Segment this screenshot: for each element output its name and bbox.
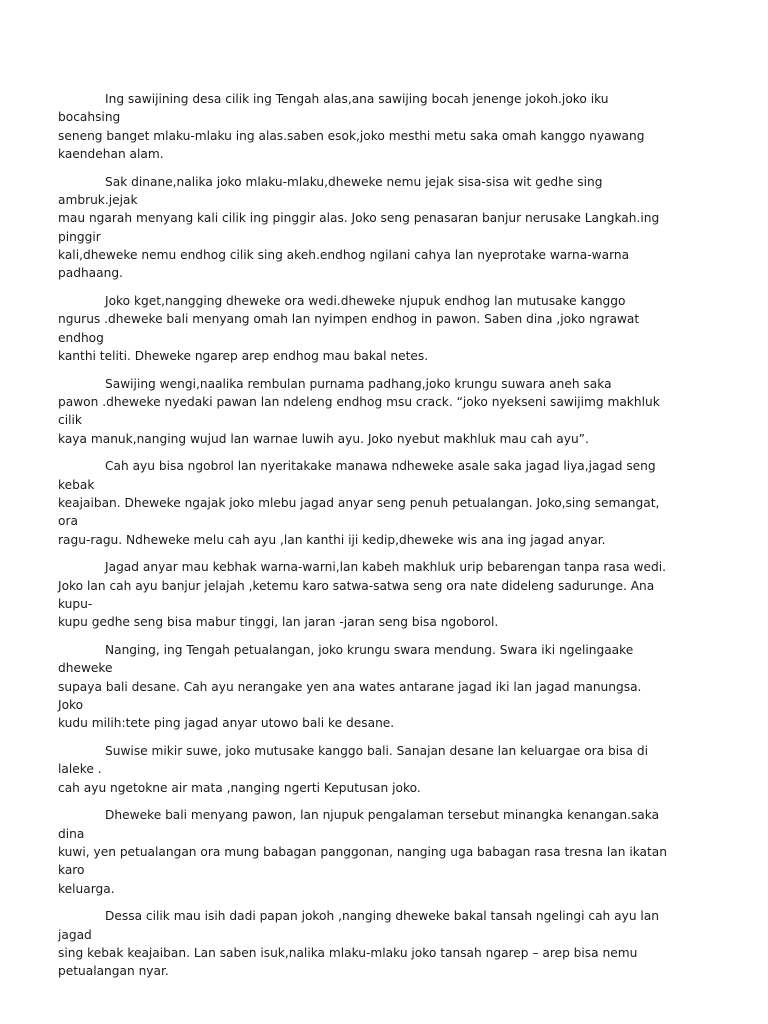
paragraph-5: Cah ayu bisa ngobrol lan nyeritakake manawa ndheweke asale saka jagad liya,jagad seng kebak keajaiban. Dheweke ngajak joko mlebu jagad anyar seng penuh petualangan. Joko,sing semangat, ora ragu-ragu. Ndheweke melu cah ayu ,lan kanthi iji kedip,dheweke wis ana ing jagad anyar. (58, 459, 660, 547)
paragraph-7: Nanging, ing Tengah petualangan, joko krungu swara mendung. Swara iki ngelingaake dheweke supaya bali desane. Cah ayu nerangake yen ana wates antarane jagad iki lan jagad manungsa. Joko kudu milih:tete ping jagad anyar utowo bali ke desane. (58, 643, 642, 731)
paragraph-10: Dessa cilik mau isih dadi papan jokoh ,nanging dheweke bakal tansah ngelingi cah ayu lan jagad sing kebak keajaiban. Lan saben isuk,nalika mlaku-mlaku joko tansah ngarep – arep bisa nemu petualangan nyar. (58, 909, 660, 979)
paragraph-4: Sawijing wengi,naalika rembulan purnama padhang,joko krungu suwara aneh saka pawon .dheweke nyedaki pawan lan ndeleng endhog msu crack. “joko nyekseni sawijimg makhluk cilik kaya manuk,nanging wujud lan warnae luwih ayu. Joko nyebut makhluk mau cah ayu”. (58, 376, 660, 446)
paragraph-9: Dheweke bali menyang pawon, lan njupuk pengalaman tersebut minangka kenangan.saka dina kuwi, yen petualangan ora mung babagan panggonan, nanging uga babagan rasa tresna lan ikatan karo keluarga. (58, 808, 667, 896)
paragraph-8: Suwise mikir suwe, joko mutusake kanggo bali. Sanajan desane lan keluargae ora bisa di laleke . cah ayu ngetokne air mata ,nanging ngerti Keputusan joko. (58, 744, 648, 795)
document-body (58, 90, 670, 990)
paragraph-1: Ing sawijining desa cilik ing Tengah alas,ana sawijing bocah jenenge jokoh.joko iku bocahsing seneng banget mlaku-mlaku ing alas.saben esok,joko mesthi metu saka omah kanggo nyawang kaendehan alam. (58, 92, 645, 161)
paragraph-2: Sak dinane,nalika joko mlaku-mlaku,dheweke nemu jejak sisa-sisa wit gedhe sing ambruk.jejak mau ngarah menyang kali cilik ing pinggir alas. Joko seng penasaran banjur nerusake Langkah.ing pinggir kali,dheweke nemu endhog cilik sing akeh.endhog ngilani cahya lan nyeprotake warna-warna padhaang. (58, 174, 660, 281)
paragraph-6: Jagad anyar mau kebhak warna-warni,lan kabeh makhluk urip bebarengan tanpa rasa wedi. Joko lan cah ayu banjur jelajah ,ketemu karo satwa-satwa seng ora nate dideleng sadurunge. Ana kupu- kupu gedhe seng bisa mabur tinggi, lan jaran -jaran seng bisa ngoborol. (58, 560, 666, 630)
paragraph-3: Joko kget,nangging dheweke ora wedi.dheweke njupuk endhog lan mutusake kanggo ngurus .dheweke bali menyang omah lan nyimpen endhog in pawon. Saben dina ,joko ngrawat endhog kanthi teliti. Dheweke ngarep arep endhog mau bakal netes. (58, 293, 640, 363)
